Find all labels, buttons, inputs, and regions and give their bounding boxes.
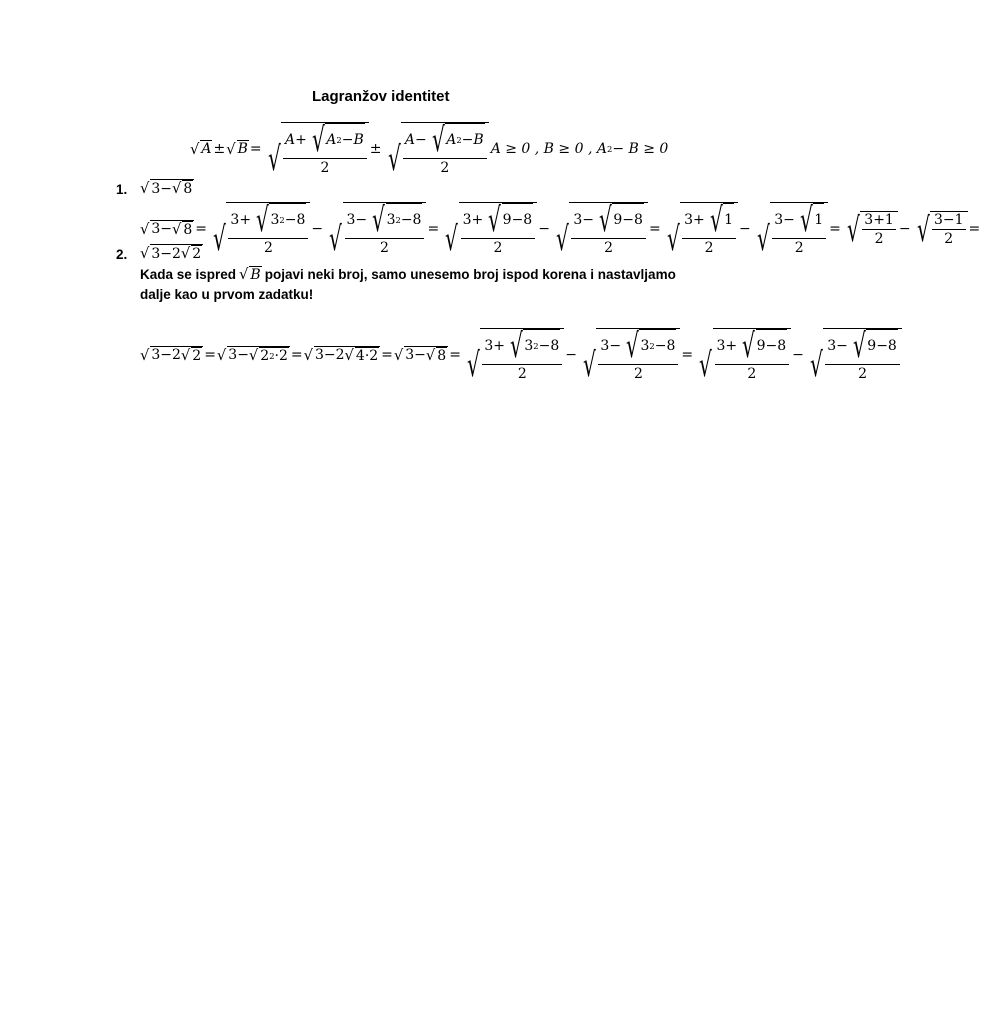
sqrt-symbol: √ A	[190, 140, 212, 158]
problem-1-number: 1.	[116, 182, 128, 197]
conditions: A ≥ 0 , B ≥ 0 , A	[490, 140, 607, 157]
problem-2-number: 2.	[116, 247, 128, 262]
problem-2-note: Kada se ispred √ B pojavi neki broj, samo unesemo broj ispod korena i nastavljamo	[140, 266, 676, 284]
page-title: Lagranžov identitet	[312, 88, 450, 105]
solution-2: √ 3−2 √ 2 = √ 3− √ 2 2 ·2 = √ 3−2 √ 4·2 = √ 3− √ 8 = √ 3+ √ 3 2 −8 2 − √ 3− √ 3 2 −8 2 = √ 3+ √ 9−8 2 − √ 3− √ 9−8 2	[140, 328, 902, 382]
solution-1: √ 3− √ 8 = √ 3+ √ 3 2 −8 2 − √ 3− √ 3 2 −8 2 = √ 3+ √ 9−8 2 − √ 3− √ 9−8 2 = √ 3+ √ 1 2 − √ 3− √ 1 2 = √ $\frac{3+1}{2}$ − √ $\frac{3-1}{2}$ =	[140, 200, 981, 258]
problem-1-expression: √ 3− √ 8	[140, 180, 193, 198]
problem-2-expression: √ 3−2 √ 2	[140, 245, 202, 263]
problem-2-note-line2: dalje kao u prvom zadatku!	[140, 287, 314, 302]
identity-formula: √ A ± √ B = √ A + √ A 2 − B 2 ± √ A − √ A 2 − B 2 A ≥ 0 , B ≥ 0 , A 2 − B ≥ 0	[190, 120, 669, 178]
